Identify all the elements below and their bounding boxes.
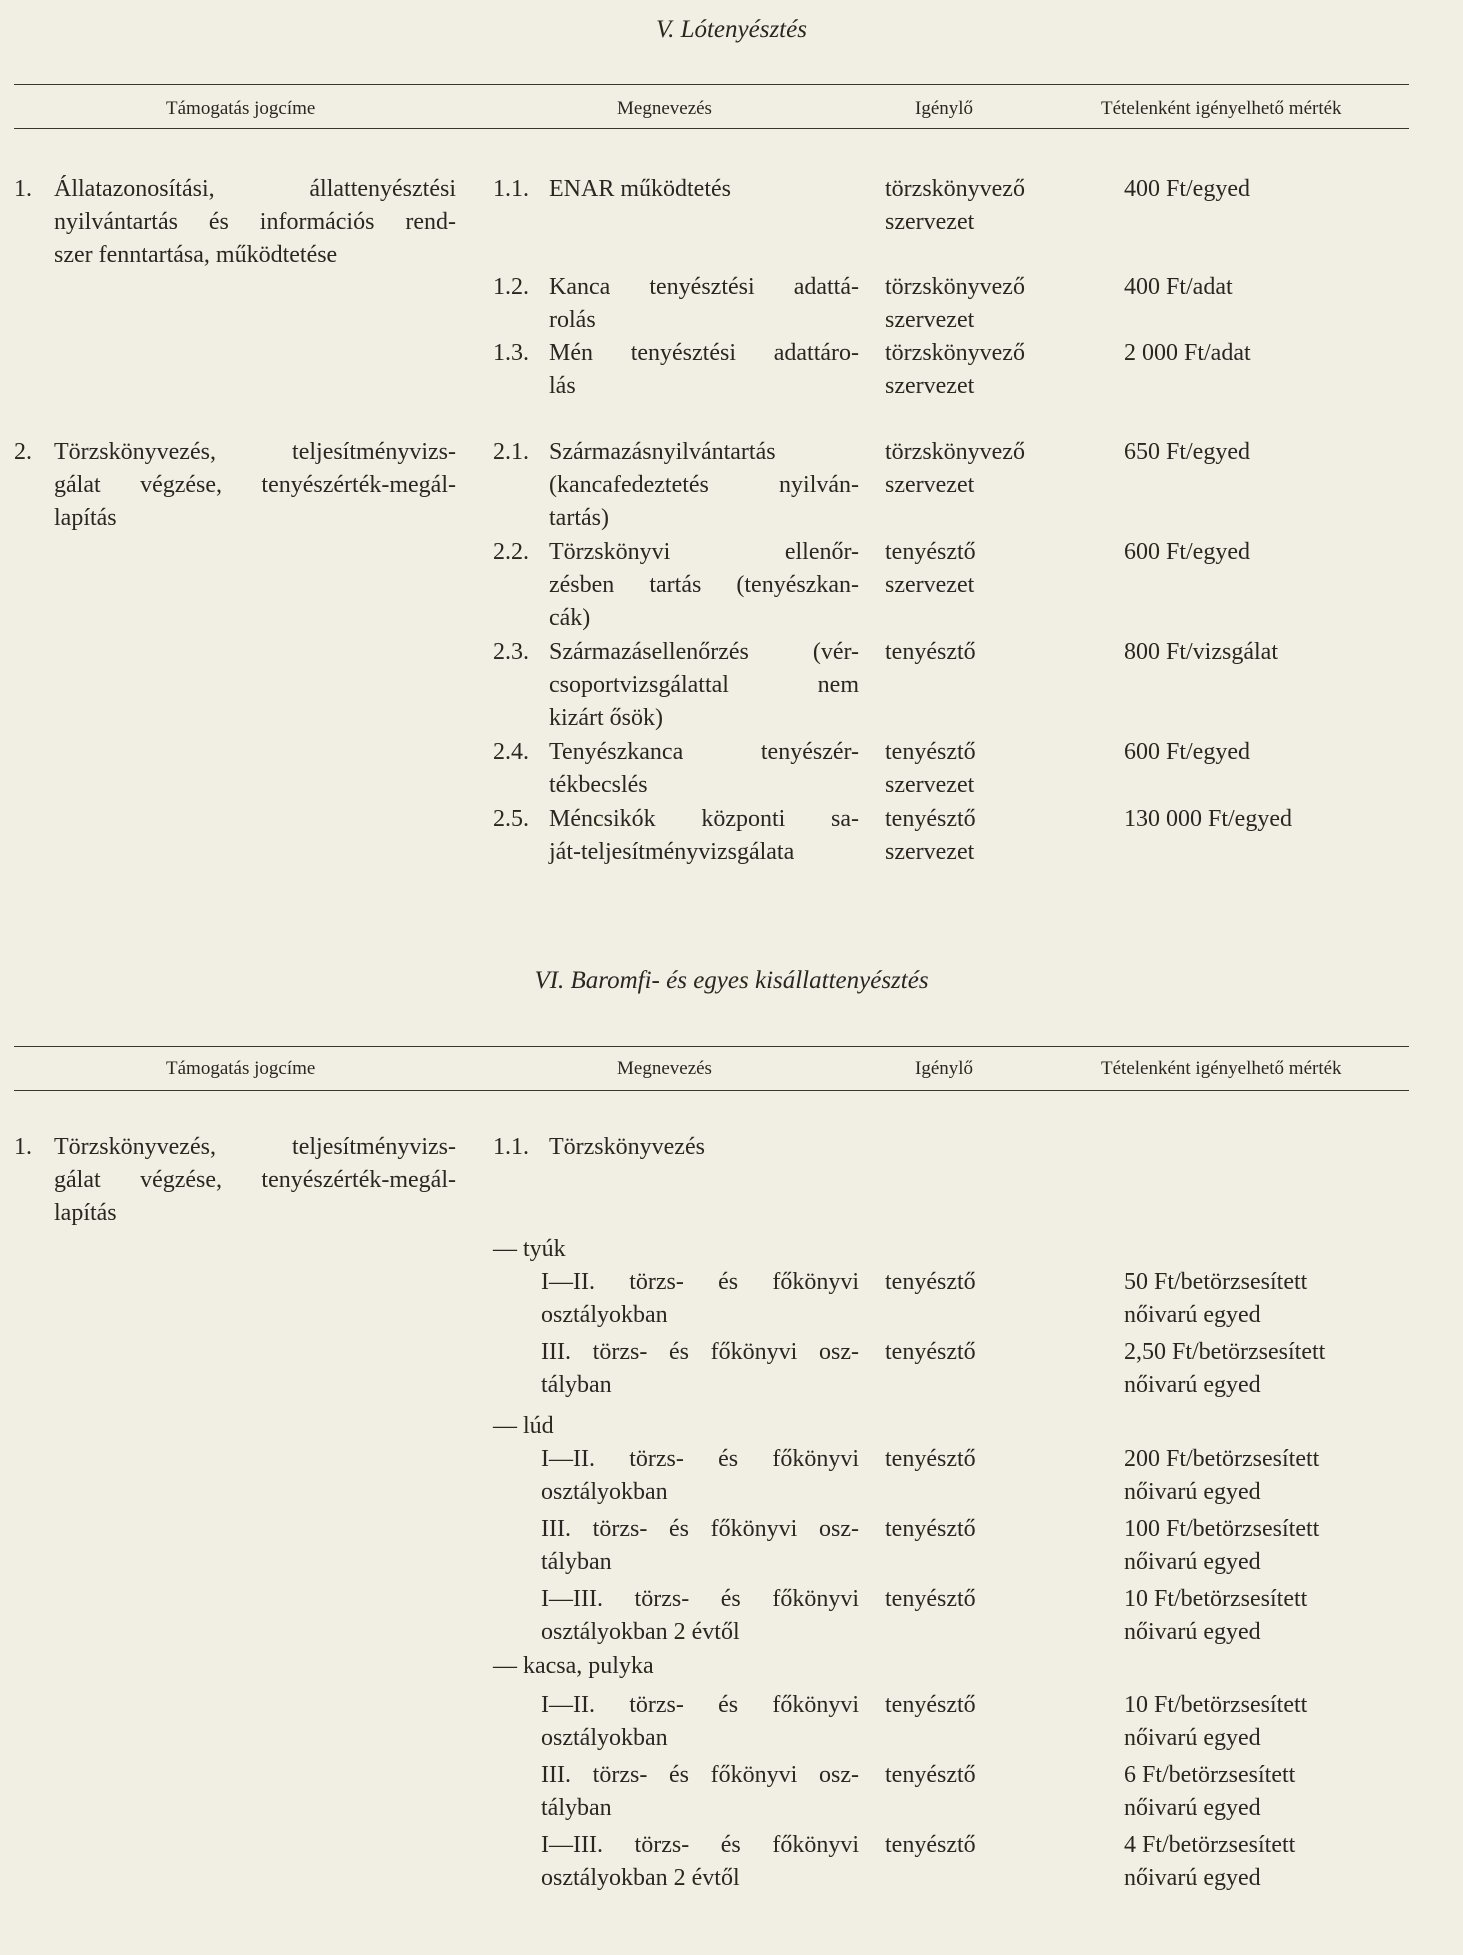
item-code: 1.1. [493, 176, 529, 202]
item-amount: 130 000 Ft/egyed [1124, 806, 1292, 832]
item-code: 1.1. [493, 1134, 529, 1160]
species-label: — lúd [493, 1413, 554, 1439]
item-claimant: tenyésztő szervezet [885, 806, 976, 865]
row-amount: 100 Ft/betörzsesített nőivarú egyed [1124, 1516, 1320, 1575]
item-name: Törzskönyvezés [549, 1134, 705, 1160]
row-name: III. törzs- és főkönyvi osz- tályban [541, 1516, 859, 1575]
header-mertek: Tételenként igényelhető mérték [1101, 1058, 1342, 1079]
row-name: I—III. törzs- és főkönyvi osztályokban 2 évtől [541, 1832, 859, 1891]
item-name: Származásellenőrzés (vér- csoportvizsgálattal nem kizárt ősök) [549, 639, 859, 731]
row-claimant: tenyésztő [885, 1269, 976, 1295]
table-top-rule [14, 84, 1409, 85]
header-megnevezes: Megnevezés [617, 98, 712, 119]
item-amount: 600 Ft/egyed [1124, 539, 1250, 565]
row-amount: 6 Ft/betörzsesített nőivarú egyed [1124, 1762, 1296, 1821]
row-amount: 50 Ft/betörzsesített nőivarú egyed [1124, 1269, 1308, 1328]
group-number: 1. [14, 1134, 32, 1160]
item-name: Méncsikók központi sa- ját-teljesítményvizsgálata [549, 806, 859, 865]
row-amount: 10 Ft/betörzsesített nőivarú egyed [1124, 1692, 1308, 1751]
species-label: — tyúk [493, 1236, 566, 1262]
item-claimant: tenyésztő szervezet [885, 739, 976, 798]
row-name: I—II. törzs- és főkönyvi osztályokban [541, 1692, 859, 1751]
group-title: Állatazonosítási, állattenyésztési nyilvántartás és információs rend- szer fenntartása, működtetése [54, 176, 456, 268]
row-amount: 200 Ft/betörzsesített nőivarú egyed [1124, 1446, 1320, 1505]
header-bottom-rule [14, 1090, 1409, 1091]
item-name: Kanca tenyésztési adattá- rolás [549, 274, 859, 333]
row-claimant: tenyésztő [885, 1832, 976, 1858]
row-amount: 2,50 Ft/betörzsesített nőivarú egyed [1124, 1339, 1326, 1398]
section-title-vi: VI. Baromfi- és egyes kisállattenyésztés [534, 967, 929, 994]
table-top-rule [14, 1046, 1409, 1047]
item-amount: 650 Ft/egyed [1124, 439, 1250, 465]
item-code: 2.3. [493, 639, 529, 665]
row-amount: 10 Ft/betörzsesített nőivarú egyed [1124, 1586, 1308, 1645]
item-name: Tenyészkanca tenyészér- tékbecslés [549, 739, 859, 798]
group-title: Törzskönyvezés, teljesítményvizs- gálat végzése, tenyészérték-megál- lapítás [54, 1134, 456, 1226]
item-claimant: tenyésztő szervezet [885, 539, 976, 598]
item-name: ENAR működtetés [549, 176, 731, 202]
item-code: 1.2. [493, 274, 529, 300]
header-mertek: Tételenként igényelhető mérték [1101, 98, 1342, 119]
row-claimant: tenyésztő [885, 1516, 976, 1542]
group-number: 2. [14, 439, 32, 465]
header-igenylo: Igénylő [915, 1058, 974, 1079]
row-name: III. törzs- és főkönyvi osz- tályban [541, 1339, 859, 1398]
row-claimant: tenyésztő [885, 1762, 976, 1788]
header-bottom-rule [14, 128, 1409, 129]
item-claimant: törzskönyvező szervezet [885, 274, 1025, 333]
species-label: — kacsa, pulyka [493, 1653, 654, 1679]
item-amount: 600 Ft/egyed [1124, 739, 1250, 765]
header-jogcime: Támogatás jogcíme [166, 98, 316, 119]
item-code: 2.4. [493, 739, 529, 765]
item-code: 1.3. [493, 340, 529, 366]
item-amount: 400 Ft/egyed [1124, 176, 1250, 202]
row-name: I—II. törzs- és főkönyvi osztályokban [541, 1446, 859, 1505]
item-name: Törzskönyvi ellenőr- zésben tartás (tenyészkan- cák) [549, 539, 859, 631]
item-name: Származásnyilvántartás (kancafedeztetés nyilván- tartás) [549, 439, 859, 531]
row-claimant: tenyésztő [885, 1586, 976, 1612]
item-amount: 800 Ft/vizsgálat [1124, 639, 1278, 665]
item-code: 2.5. [493, 806, 529, 832]
item-code: 2.2. [493, 539, 529, 565]
item-claimant: tenyésztő [885, 639, 976, 665]
item-claimant: törzskönyvező szervezet [885, 439, 1025, 498]
group-number: 1. [14, 176, 32, 202]
row-name: I—II. törzs- és főkönyvi osztályokban [541, 1269, 859, 1328]
row-claimant: tenyésztő [885, 1692, 976, 1718]
item-claimant: törzskönyvező szervezet [885, 340, 1025, 399]
row-claimant: tenyésztő [885, 1446, 976, 1472]
header-igenylo: Igénylő [915, 98, 974, 119]
item-amount: 2 000 Ft/adat [1124, 340, 1251, 366]
header-megnevezes: Megnevezés [617, 1058, 712, 1079]
section-title-v: V. Lótenyésztés [656, 16, 807, 43]
header-jogcime: Támogatás jogcíme [166, 1058, 316, 1079]
item-claimant: törzskönyvező szervezet [885, 176, 1025, 235]
row-claimant: tenyésztő [885, 1339, 976, 1365]
item-code: 2.1. [493, 439, 529, 465]
item-amount: 400 Ft/adat [1124, 274, 1233, 300]
item-name: Mén tenyésztési adattáro- lás [549, 340, 859, 399]
row-name: I—III. törzs- és főkönyvi osztályokban 2 évtől [541, 1586, 859, 1645]
row-amount: 4 Ft/betörzsesített nőivarú egyed [1124, 1832, 1296, 1891]
group-title: Törzskönyvezés, teljesítményvizs- gálat végzése, tenyészérték-megál- lapítás [54, 439, 456, 531]
row-name: III. törzs- és főkönyvi osz- tályban [541, 1762, 859, 1821]
